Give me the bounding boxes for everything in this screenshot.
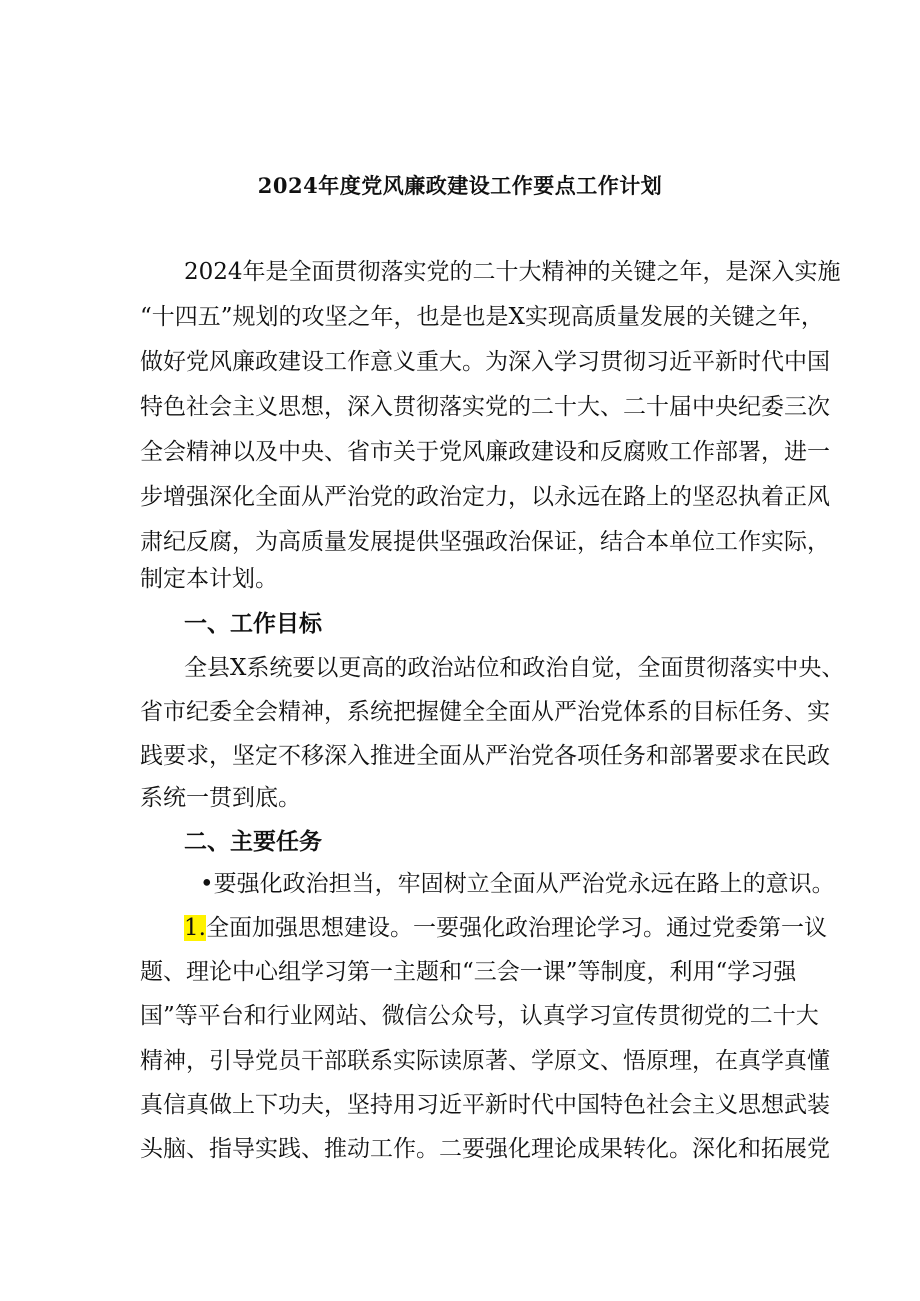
intro-line: 步增强深化全面从严治党的政治定力，以永远在路上的坚忍执着正风	[140, 484, 830, 510]
intro-line: “十四五”规划的攻坚之年，也是也是X实现高质量发展的关键之年，	[140, 304, 824, 330]
intro-line: 肃纪反腐，为高质量发展提供坚强政治保证，结合本单位工作实际，	[140, 529, 830, 555]
section1-line: 系统一贯到底。	[140, 785, 301, 811]
document-title: 2024年度党风廉政建设工作要点工作计划	[257, 173, 663, 198]
task-item-text: 全面加强思想建设。一要强化政治理论学习。通过党委第一议	[205, 915, 827, 941]
highlighted-item-number: 1.	[184, 915, 206, 941]
section-heading-tasks: 二、主要任务	[184, 828, 322, 855]
section2-line: 头脑、指导实践、推动工作。二要强化理论成果转化。深化和拓展党	[140, 1136, 830, 1162]
intro-line: 全会精神以及中央、省市关于党风廉政建设和反腐败工作部署，进一	[140, 439, 830, 465]
section1-line: 践要求，坚定不移深入推进全面从严治党各项任务和部署要求在民政	[140, 743, 830, 769]
intro-line: 做好党风廉政建设工作意义重大。为深入学习贯彻习近平新时代中国	[140, 349, 830, 375]
task-bullet: •要强化政治担当，牢固树立全面从严治党永远在路上的意识。	[200, 871, 835, 897]
section1-line: 全县X系统要以更高的政治站位和政治自觉，全面贯彻落实中央、	[184, 655, 845, 681]
section-heading-goals: 一、工作目标	[184, 610, 322, 637]
task-item-1	[184, 913, 827, 943]
section2-line: 国”等平台和行业网站、微信公众号，认真学习宣传贯彻党的二十大	[140, 1003, 819, 1029]
section2-line: 真信真做上下功夫，坚持用习近平新时代中国特色社会主义思想武装	[140, 1092, 830, 1118]
intro-line: 特色社会主义思想，深入贯彻落实党的二十大、二十届中央纪委三次	[140, 394, 830, 420]
intro-line: 制定本计划。	[140, 566, 278, 592]
intro-line: 2024年是全面贯彻落实党的二十大精神的关键之年，是深入实施	[184, 259, 841, 285]
section2-line: 题、理论中心组学习第一主题和“三会一课”等制度，利用“学习强	[140, 959, 797, 985]
section1-line: 省市纪委全会精神，系统把握健全全面从严治党体系的目标任务、实	[140, 699, 830, 725]
section2-line: 精神，引导党员干部联系实际读原著、学原文、悟原理，在真学真懂	[140, 1048, 830, 1074]
